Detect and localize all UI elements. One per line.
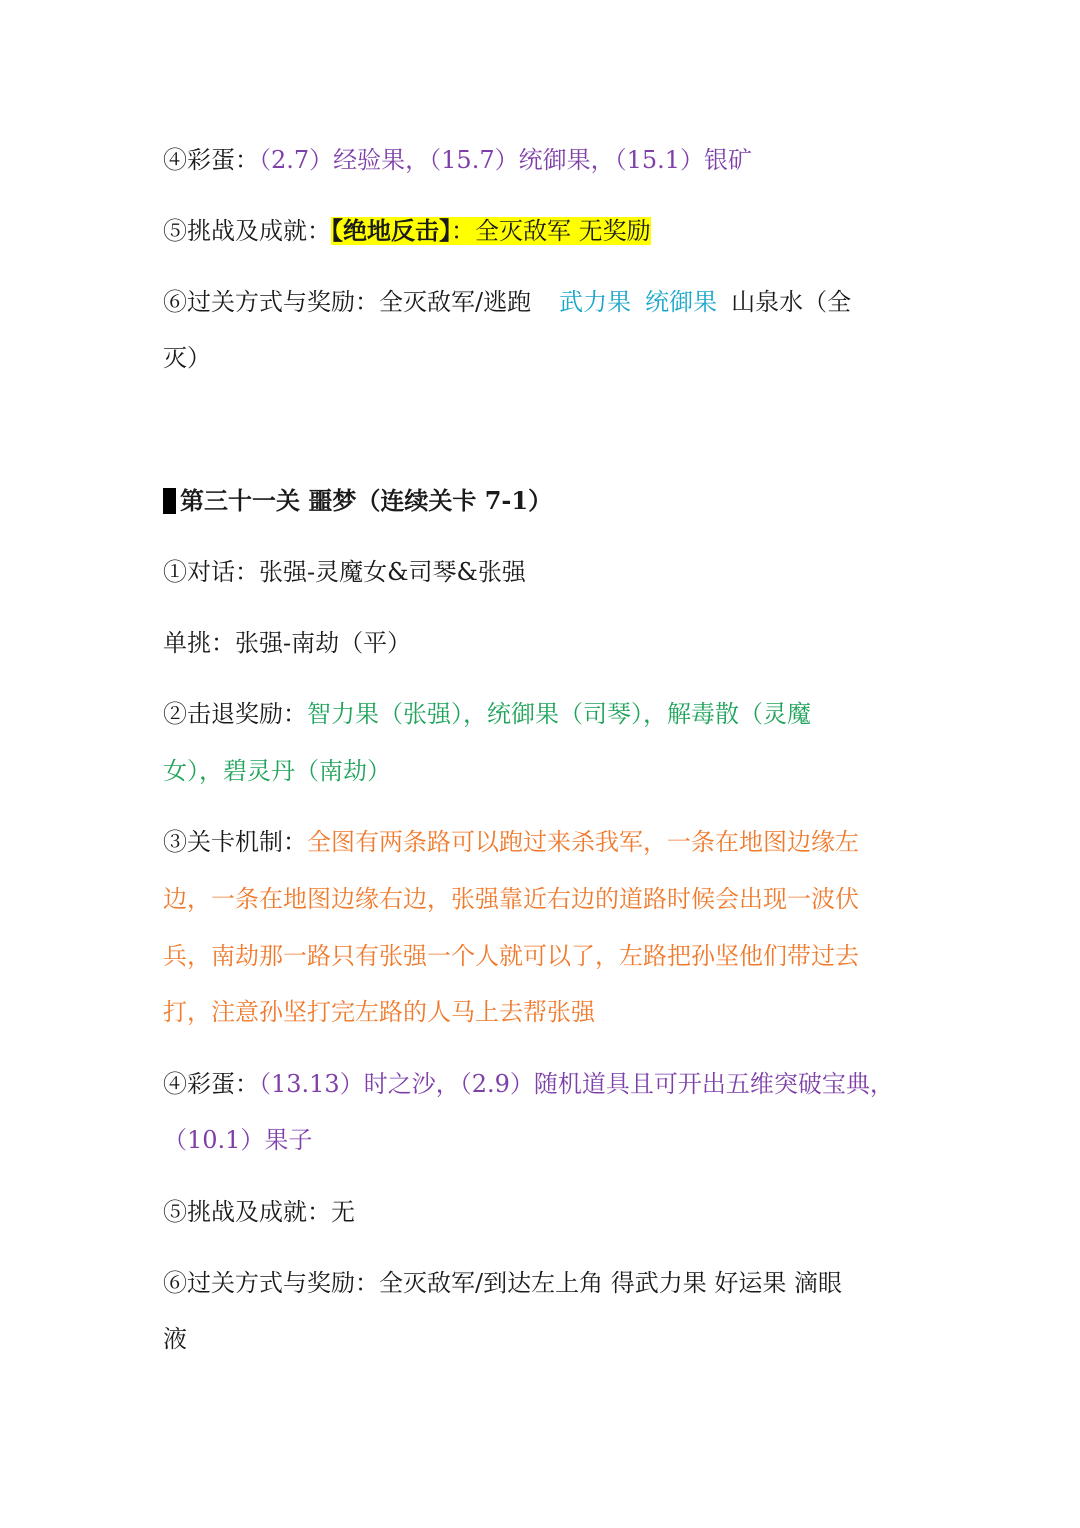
- repel-content-1: 智力果（张强），统御果（司琴），解毒散（灵魔: [307, 700, 811, 728]
- prev-pass-rest: 山泉水（全: [731, 288, 852, 316]
- section-title: 第三十一关 噩梦（连续关卡 7-1）: [180, 486, 553, 515]
- challenge-line: [163, 1196, 923, 1228]
- dialogue-text: ①对话：张强-灵魔女&司琴&张强: [163, 558, 526, 586]
- prev-challenge-line: [163, 215, 923, 247]
- prev-pass-line: [163, 286, 923, 318]
- dialogue-line: [163, 556, 923, 588]
- mechanism-label: ③关卡机制：: [163, 828, 307, 856]
- heading-marker: [163, 488, 176, 514]
- mechanism-text-2: 边，一条在地图边缘右边，张强靠近右边的道路时候会出现一波伏: [163, 885, 859, 913]
- repel-label: ②击退奖励：: [163, 700, 307, 728]
- egg-label: ④彩蛋：: [163, 1070, 259, 1098]
- prev-pass-label: ⑥过关方式与奖励：全灭敌军/逃跑: [163, 288, 532, 316]
- duel-text: 单挑：张强-南劫（平）: [163, 629, 412, 657]
- prev-egg-line: [163, 144, 923, 176]
- prev-pass-rest2: 灭）: [163, 344, 211, 372]
- mechanism-line2: [163, 883, 923, 915]
- prev-egg-label: ④彩蛋：: [163, 146, 259, 174]
- mechanism-line3: [163, 940, 923, 972]
- prev-challenge-label: ⑤挑战及成就：: [163, 217, 331, 245]
- repel-line1: [163, 698, 923, 730]
- egg-line2: [163, 1124, 923, 1156]
- pass-text-2: 液: [163, 1325, 187, 1353]
- prev-challenge-title: 【绝地反击】: [331, 216, 451, 245]
- section-heading: [163, 485, 923, 517]
- prev-egg-content: （2.7）经验果，（15.7）统御果，（15.1）银矿: [259, 146, 753, 174]
- pass-line2: [163, 1323, 923, 1355]
- repel-line2: [163, 755, 923, 787]
- mechanism-text-4: 打，注意孙坚打完左路的人马上去帮张强: [163, 998, 595, 1026]
- mechanism-text-1: 全图有两条路可以跑过来杀我军，一条在地图边缘左: [307, 828, 859, 856]
- duel-line: [163, 627, 923, 659]
- prev-pass-reward1: 武力果: [559, 288, 632, 316]
- egg-line1: [163, 1068, 923, 1100]
- pass-line1: [163, 1267, 923, 1299]
- egg-text-2: （10.1）果子: [163, 1126, 313, 1154]
- challenge-text: ⑤挑战及成就：无: [163, 1198, 355, 1226]
- mechanism-text-3: 兵，南劫那一路只有张强一个人就可以了，左路把孙坚他们带过去: [163, 942, 859, 970]
- mechanism-line1: [163, 826, 923, 858]
- repel-content-2: 女），碧灵丹（南劫）: [163, 757, 391, 785]
- prev-pass-reward2: 统御果: [645, 288, 718, 316]
- egg-text-1: （13.13）时之沙，（2.9）随机道具且可开出五维突破宝典，: [259, 1070, 894, 1098]
- prev-challenge-content: ：全灭敌军 无奖励: [451, 217, 651, 245]
- prev-pass-line2: [163, 342, 923, 374]
- mechanism-line4: [163, 996, 923, 1028]
- pass-text-1: ⑥过关方式与奖励：全灭敌军/到达左上角 得武力果 好运果 滴眼: [163, 1269, 842, 1297]
